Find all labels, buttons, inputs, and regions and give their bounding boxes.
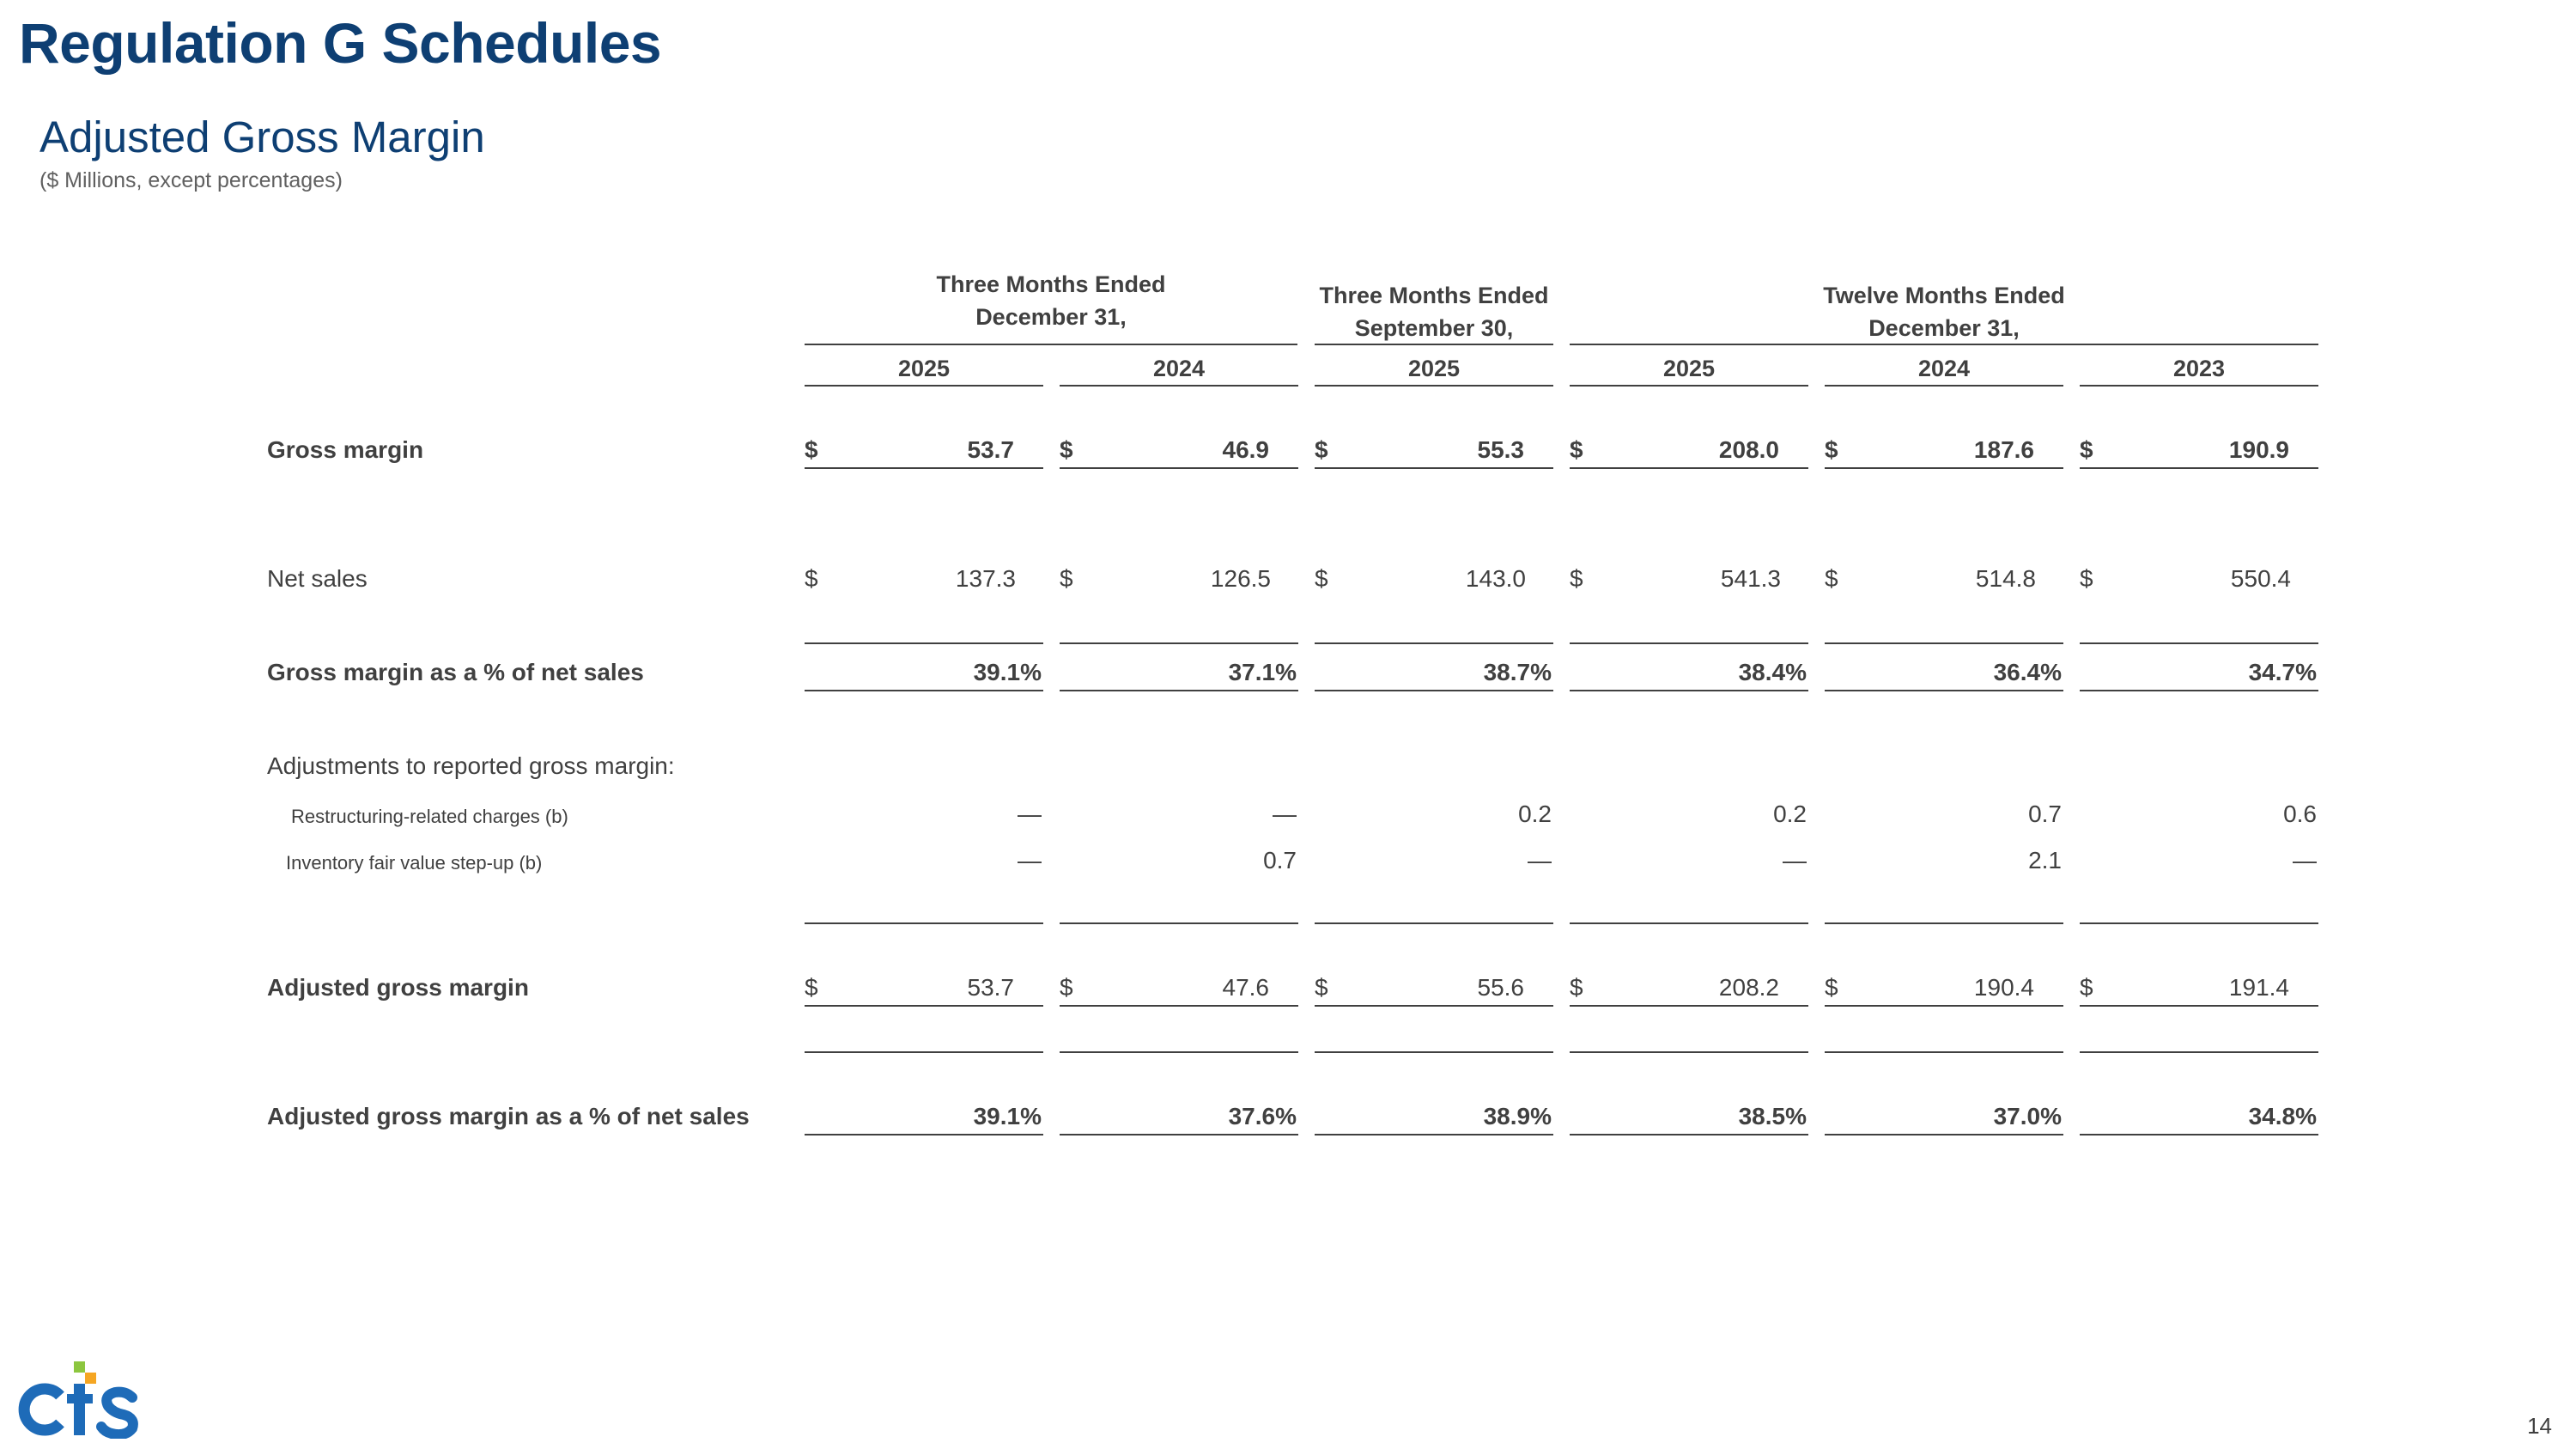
row-label-net-sales: Net sales (267, 565, 368, 592)
cell-rule (805, 467, 1043, 469)
currency-symbol: $ (1060, 565, 1073, 592)
table-cell: — (1273, 801, 1297, 827)
currency-symbol: $ (1060, 974, 1073, 1001)
currency-symbol: $ (1570, 565, 1583, 592)
table-cell: 46.9 (1222, 436, 1269, 463)
table-cell: 187.6 (1973, 436, 2034, 463)
table-cell: 47.6 (1222, 974, 1269, 1001)
row-label-adjusted-gross-margin: Adjusted gross margin (267, 974, 529, 1001)
row-label-adjusted-gross-margin-pct: Adjusted gross margin as a % of net sales (267, 1103, 750, 1129)
cell-rule (1570, 1051, 1808, 1053)
cell-rule (805, 642, 1043, 644)
cell-rule (805, 1134, 1043, 1135)
table-cell: 53.7 (967, 436, 1014, 463)
cell-rule (2080, 1051, 2318, 1053)
table-cell: 38.9% (1483, 1103, 1552, 1129)
column-group-header-line: December 31, (975, 304, 1127, 330)
currency-symbol: $ (1315, 565, 1328, 592)
table-cell: 36.4% (1993, 659, 2062, 685)
year-header: 2025 (1315, 354, 1553, 387)
table-cell: 2.1 (2028, 847, 2062, 874)
year-header: 2025 (805, 354, 1043, 387)
cell-rule (1315, 1005, 1553, 1007)
table-cell: — (1018, 801, 1042, 827)
currency-symbol: $ (1825, 436, 1838, 463)
currency-symbol: $ (1570, 436, 1583, 463)
table-cell: 0.2 (1518, 801, 1552, 827)
row-label-adjustments: Adjustments to reported gross margin: (267, 752, 675, 779)
year-header: 2025 (1570, 354, 1808, 387)
table-cell: 0.7 (1263, 847, 1297, 874)
column-group-header-line: Three Months Ended (936, 271, 1166, 297)
column-group-header-line: September 30, (1354, 315, 1514, 341)
row-label-gross-margin: Gross margin (267, 436, 424, 463)
table-cell: — (1018, 847, 1042, 874)
table-cell: 126.5 (1210, 565, 1271, 592)
cell-rule (1060, 1051, 1298, 1053)
table-cell: 37.0% (1993, 1103, 2062, 1129)
cell-rule (1825, 467, 2063, 469)
table-cell: 38.7% (1483, 659, 1552, 685)
table-cell: — (1783, 847, 1807, 874)
table-cell: 38.4% (1738, 659, 1807, 685)
table-cell: 191.4 (2228, 974, 2289, 1001)
page-number: 14 (2527, 1413, 2552, 1439)
cell-rule (2080, 467, 2318, 469)
table-cell: 38.5% (1738, 1103, 1807, 1129)
cell-rule (1825, 1051, 2063, 1053)
cell-rule (2080, 922, 2318, 924)
table-cell: — (2293, 847, 2317, 874)
table-cell: 34.7% (2248, 659, 2317, 685)
cell-rule (2080, 1134, 2318, 1135)
cell-rule (1570, 1134, 1808, 1135)
cell-rule (805, 1051, 1043, 1053)
cell-rule (1315, 1051, 1553, 1053)
cell-rule (2080, 1005, 2318, 1007)
table-cell: 55.3 (1477, 436, 1524, 463)
column-group-rule (805, 344, 1297, 345)
table-cell: 514.8 (1975, 565, 2036, 592)
table-cell: 55.6 (1477, 974, 1524, 1001)
table-cell: 34.8% (2248, 1103, 2317, 1129)
row-label-restructuring: Restructuring-related charges (b) (291, 806, 568, 827)
currency-symbol: $ (1825, 974, 1838, 1001)
section-subtitle: Adjusted Gross Margin (39, 113, 485, 161)
cell-rule (1825, 1134, 2063, 1135)
table-cell: 0.7 (2028, 801, 2062, 827)
table-cell: 190.4 (1973, 974, 2034, 1001)
table-cell: 0.6 (2283, 801, 2317, 827)
cell-rule (805, 1005, 1043, 1007)
row-label-gross-margin-pct: Gross margin as a % of net sales (267, 659, 644, 685)
cell-rule (1570, 922, 1808, 924)
table-cell: 550.4 (2230, 565, 2291, 592)
cts-logo (15, 1361, 153, 1439)
column-group-rule (1570, 344, 2318, 345)
cell-rule (1570, 690, 1808, 691)
column-group-header-q4 (805, 268, 1297, 333)
currency-symbol: $ (805, 436, 818, 463)
column-group-rule (1315, 344, 1553, 345)
currency-symbol: $ (805, 565, 818, 592)
currency-symbol: $ (2080, 974, 2093, 1001)
cell-rule (1060, 922, 1298, 924)
table-cell: 37.1% (1228, 659, 1297, 685)
table-cell: 39.1% (973, 659, 1042, 685)
year-header: 2023 (2080, 354, 2318, 387)
cell-rule (1570, 1005, 1808, 1007)
currency-symbol: $ (1570, 974, 1583, 1001)
table-cell: 190.9 (2228, 436, 2289, 463)
cell-rule (1060, 1134, 1298, 1135)
cell-rule (2080, 642, 2318, 644)
column-group-header-annual (1570, 279, 2318, 344)
column-group-header-line: Three Months Ended (1319, 283, 1549, 308)
year-header: 2024 (1060, 354, 1298, 387)
table-cell: 208.0 (1718, 436, 1779, 463)
cell-rule (1570, 467, 1808, 469)
page-title: Regulation G Schedules (19, 11, 662, 75)
currency-symbol: $ (2080, 565, 2093, 592)
cell-rule (1825, 1005, 2063, 1007)
table-cell: 143.0 (1465, 565, 1526, 592)
table-cell: 39.1% (973, 1103, 1042, 1129)
column-group-header-line: December 31, (1868, 315, 2020, 341)
currency-symbol: $ (1825, 565, 1838, 592)
cell-rule (1825, 690, 2063, 691)
currency-symbol: $ (1315, 974, 1328, 1001)
cell-rule (1570, 642, 1808, 644)
currency-symbol: $ (1060, 436, 1073, 463)
table-cell: 37.6% (1228, 1103, 1297, 1129)
cell-rule (1825, 922, 2063, 924)
cell-rule (1315, 467, 1553, 469)
currency-symbol: $ (2080, 436, 2093, 463)
cell-rule (1825, 642, 2063, 644)
cell-rule (2080, 690, 2318, 691)
units-note: ($ Millions, except percentages) (39, 168, 343, 192)
table-cell: 53.7 (967, 974, 1014, 1001)
cell-rule (1315, 690, 1553, 691)
table-cell: 541.3 (1720, 565, 1781, 592)
column-group-header-line: Twelve Months Ended (1823, 283, 2065, 308)
cell-rule (805, 690, 1043, 691)
cell-rule (1060, 1005, 1298, 1007)
currency-symbol: $ (805, 974, 818, 1001)
table-cell: 0.2 (1773, 801, 1807, 827)
cell-rule (805, 922, 1043, 924)
cell-rule (1315, 642, 1553, 644)
table-cell: 137.3 (955, 565, 1016, 592)
column-group-header-q3 (1315, 279, 1553, 344)
cell-rule (1060, 467, 1298, 469)
year-header: 2024 (1825, 354, 2063, 387)
row-label-inventory: Inventory fair value step-up (b) (286, 852, 543, 874)
cell-rule (1060, 690, 1298, 691)
cell-rule (1060, 642, 1298, 644)
cell-rule (1315, 1134, 1553, 1135)
cell-rule (1315, 922, 1553, 924)
table-cell: 208.2 (1718, 974, 1779, 1001)
currency-symbol: $ (1315, 436, 1328, 463)
table-cell: — (1528, 847, 1552, 874)
